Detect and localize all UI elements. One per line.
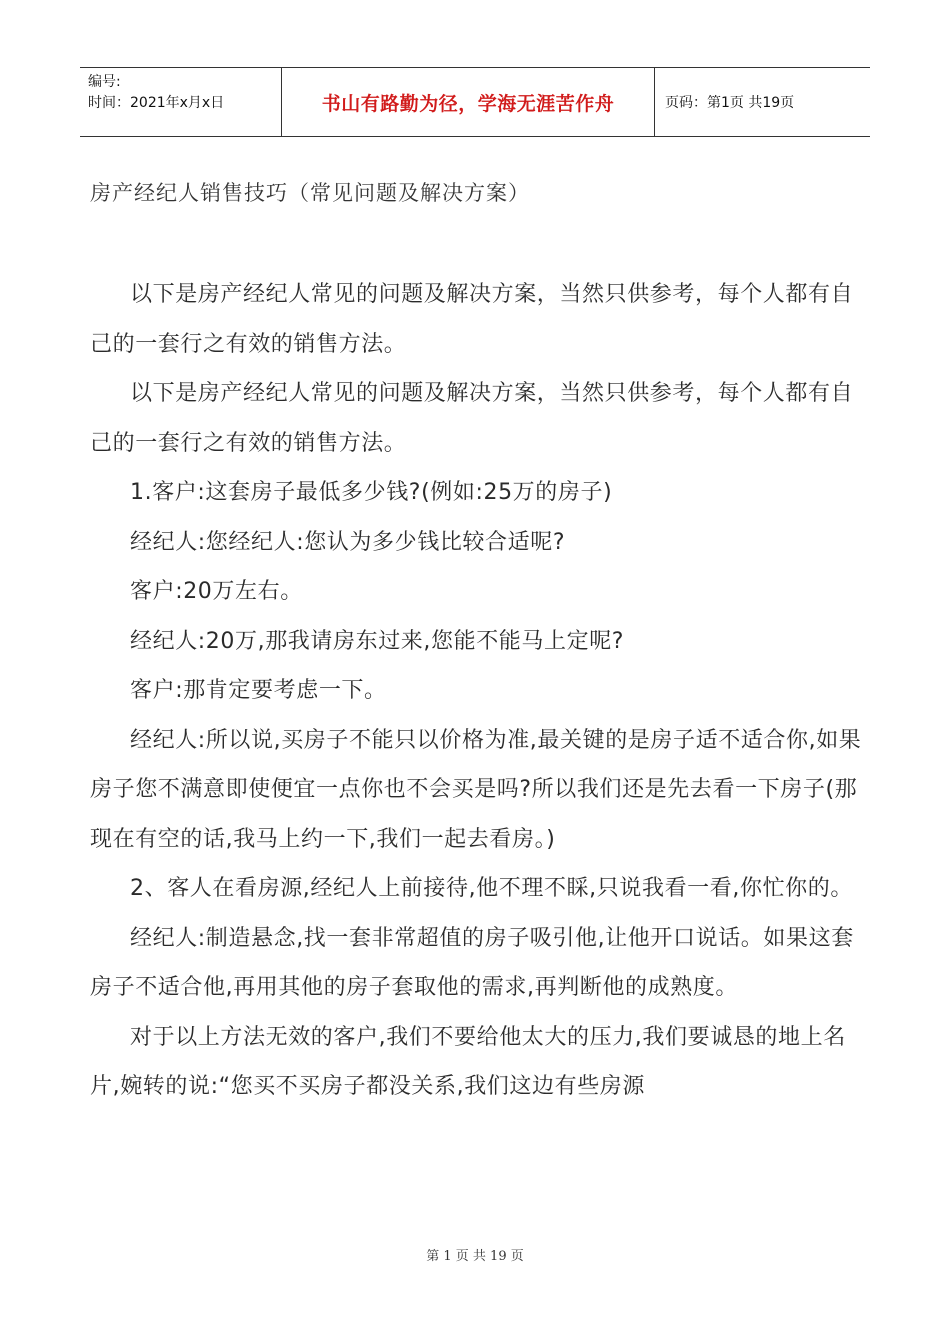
paragraph: 经纪人:制造悬念,找一套非常超值的房子吸引他,让他开口说话。如果这套房子不适合他,再用其他的房子套取他的需求,再判断他的成熟度。 xyxy=(90,925,854,1000)
document-number: 编号: xyxy=(88,74,121,90)
paragraph: 客户:20万左右。 xyxy=(130,579,303,604)
paragraph: 2、客人在看房源,经纪人上前接待,他不理不睬,只说我看一看,你忙你的。 xyxy=(130,876,853,901)
page-footer: 第 1 页 共 19 页 xyxy=(426,1249,524,1264)
paragraph: 经纪人:20万,那我请房东过来,您能不能马上定呢? xyxy=(130,628,625,654)
header-page-info: 页码：第1页 共19页 xyxy=(665,95,795,111)
paragraph: 客户:那肯定要考虑一下。 xyxy=(130,678,387,703)
header-meta xyxy=(80,68,282,136)
document-date: 时间：2021年x月x日 xyxy=(88,95,225,111)
document-title: 房产经纪人销售技巧（常见问题及解决方案） xyxy=(90,181,530,205)
paragraph: 对于以上方法无效的客户,我们不要给他太大的压力,我们要诚恳的地上名片,婉转的说:“您买不买房子都没关系,我们这边有些房源 xyxy=(90,1024,846,1099)
paragraph: 以下是房产经纪人常见的问题及解决方案，当然只供参考，每个人都有自己的一套行之有效的销售方法。 xyxy=(90,282,854,357)
document-body xyxy=(90,270,865,1112)
paragraph: 1.客户:这套房子最低多少钱?(例如:25万的房子) xyxy=(130,480,613,505)
paragraph: 经纪人:您经纪人:您认为多少钱比较合适呢? xyxy=(130,529,566,555)
paragraph: 以下是房产经纪人常见的问题及解决方案，当然只供参考，每个人都有自己的一套行之有效的销售方法。 xyxy=(90,381,854,456)
header-motto: 书山有路勤为径，学海无涯苦作舟 xyxy=(282,68,655,136)
paragraph: 经纪人:所以说,买房子不能只以价格为准,最关键的是房子适不适合你,如果房子您不满意即使便宜一点你也不会买是吗?所以我们还是先去看一下房子(那现在有空的话,我马上约一下,我们一起去看房。) xyxy=(90,727,862,852)
page-header xyxy=(80,67,870,137)
